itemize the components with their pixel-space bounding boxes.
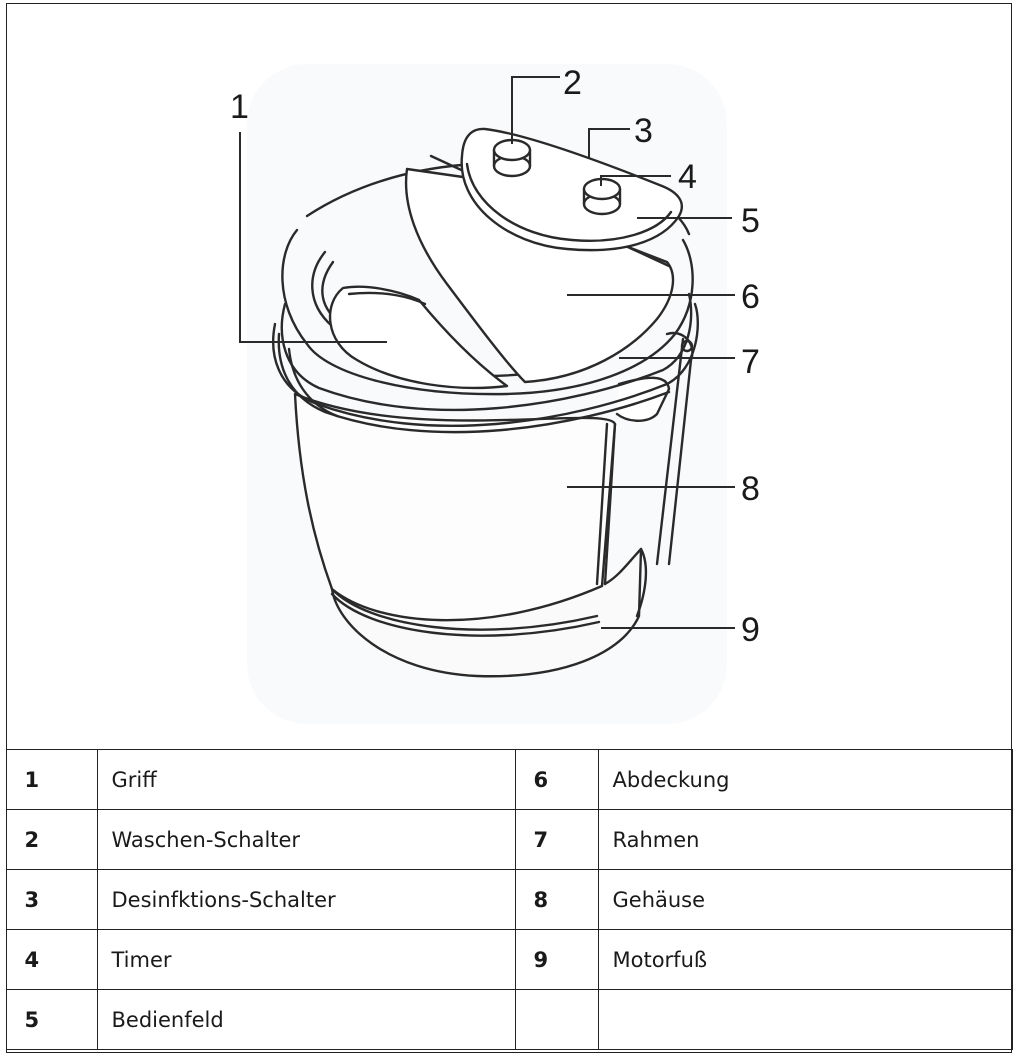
part-number: 2 <box>6 810 97 870</box>
part-label: Waschen-Schalter <box>97 810 515 870</box>
part-label: Gehäuse <box>598 870 1012 930</box>
part-label <box>598 990 1012 1050</box>
part-label: Abdeckung <box>598 750 1012 810</box>
part-number: 7 <box>515 810 598 870</box>
legend-row <box>6 930 1012 990</box>
part-number: 1 <box>6 750 97 810</box>
part-number: 5 <box>6 990 97 1050</box>
part-number: 8 <box>515 870 598 930</box>
part-label: Motorfuß <box>598 930 1012 990</box>
part-label: Rahmen <box>598 810 1012 870</box>
callout-7: 7 <box>741 343 760 381</box>
callout-2: 2 <box>563 64 582 102</box>
callout-9: 9 <box>741 611 760 649</box>
figure-frame <box>6 3 1012 1053</box>
callout-6: 6 <box>741 278 760 316</box>
part-label: Griff <box>97 750 515 810</box>
wash-switch-knob <box>494 140 530 176</box>
callout-8: 8 <box>741 470 760 508</box>
part-label: Bedienfeld <box>97 990 515 1050</box>
legend-row <box>6 870 1012 930</box>
part-label: Timer <box>97 930 515 990</box>
part-number: 3 <box>6 870 97 930</box>
part-number <box>515 990 598 1050</box>
legend-row <box>6 990 1012 1050</box>
part-number: 6 <box>515 750 598 810</box>
callout-4: 4 <box>678 158 697 196</box>
callout-1: 1 <box>230 88 249 126</box>
callout-3: 3 <box>634 112 653 150</box>
callout-5: 5 <box>741 202 760 240</box>
part-label: Desinfktions-Schalter <box>97 870 515 930</box>
parts-legend-table <box>6 749 1013 1050</box>
legend-row <box>6 810 1012 870</box>
part-number: 4 <box>6 930 97 990</box>
part-number: 9 <box>515 930 598 990</box>
washing-machine-diagram <box>7 4 1011 752</box>
housing <box>295 394 615 620</box>
legend-row <box>6 750 1012 810</box>
